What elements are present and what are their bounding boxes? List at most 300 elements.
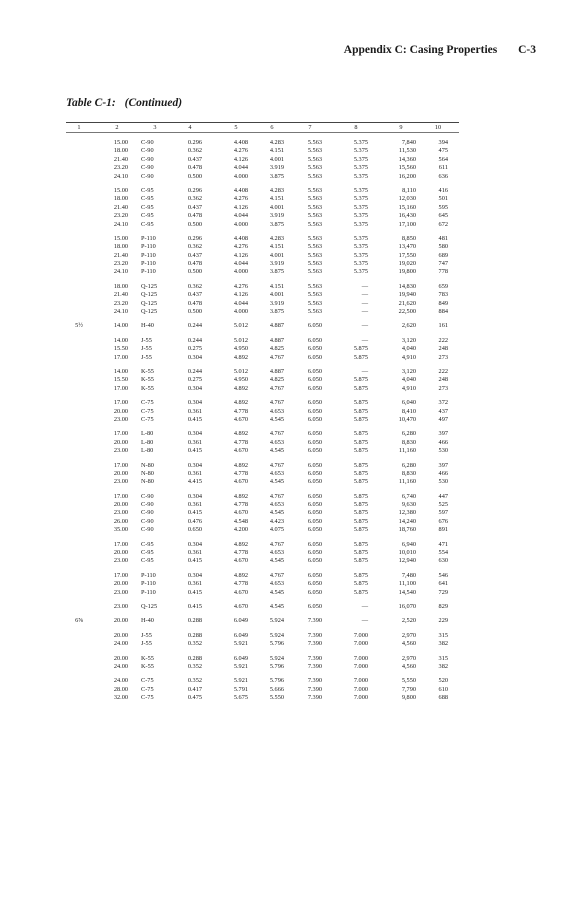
table-cell-col-2: 23.00: [113, 478, 128, 486]
table-cell-col-8: 5.875: [353, 353, 368, 361]
table-cell-col-9: 14,830: [398, 282, 416, 290]
table-cell-col-7: 5.563: [307, 155, 322, 163]
table-cell-col-5: 4.126: [233, 251, 248, 259]
table-cell-col-5: 4.408: [233, 234, 248, 242]
table-cell-col-6: 4.767: [269, 430, 284, 438]
table-cell-col-5: 4.126: [233, 203, 248, 211]
table-row: [66, 212, 459, 220]
table-cell-col-10: 382: [438, 662, 448, 670]
table-cell-col-6: 5.924: [269, 617, 284, 625]
table-cell-col-4: 0.244: [187, 322, 202, 330]
row-group: [66, 617, 459, 625]
table-cell-col-10: 466: [438, 438, 448, 446]
table-row: [66, 187, 459, 195]
table-row: [66, 541, 459, 549]
header-title: Appendix C: Casing Properties: [343, 44, 498, 56]
table-cell-col-2: 20.00: [113, 501, 128, 509]
table-row: [66, 663, 459, 671]
table-cell-col-6: 4.423: [269, 517, 284, 525]
table-cell-col-4: 0.478: [187, 164, 202, 172]
table-cell-col-4: 0.304: [187, 461, 202, 469]
table-cell-col-6: 4.545: [269, 588, 284, 596]
table-cell-col-5: 4.892: [233, 430, 248, 438]
table-cell-col-2: 18.00: [113, 147, 128, 155]
table-cell-col-5: 4.778: [233, 501, 248, 509]
table-row: [66, 147, 459, 155]
table-cell-col-4: 0.296: [187, 139, 202, 146]
table-cell-col-9: 13,470: [398, 243, 416, 251]
table-cell-col-8: 5.875: [353, 415, 368, 423]
table-cell-col-5: 4.126: [233, 291, 248, 299]
table-cell-col-2: 15.50: [113, 345, 128, 353]
table-cell-col-9: 14,240: [398, 517, 416, 525]
table-cell-col-10: 595: [438, 203, 448, 211]
table-cell-col-10: 372: [438, 399, 448, 407]
table-row: [66, 632, 459, 640]
table-cell-col-4: 0.500: [187, 308, 202, 316]
table-cell-col-9: 21,620: [398, 299, 416, 307]
table-cell-col-4: 0.475: [187, 694, 202, 702]
table-cell-col-7: 7.390: [307, 685, 322, 693]
table-row: [66, 354, 459, 362]
table-cell-col-10: 315: [438, 631, 448, 639]
table-cell-col-6: 3.875: [269, 220, 284, 228]
table-cell-col-6: 4.545: [269, 509, 284, 517]
table-cell-col-10: 659: [438, 282, 448, 290]
table-cell-col-4: 0.415: [187, 557, 202, 565]
table-cell-col-7: 6.050: [307, 540, 322, 548]
table-cell-col-9: 2,620: [401, 322, 416, 330]
table-label: Table C-1:: [66, 97, 116, 109]
table-cell-col-2: 23.00: [113, 447, 128, 455]
table-cell-col-7: 7.390: [307, 640, 322, 648]
table-cell-col-2: 17.00: [113, 399, 128, 407]
table-cell-col-6: 4.767: [269, 571, 284, 579]
table-cell-col-9: 10,470: [398, 415, 416, 423]
table-cell-col-6: 4.001: [269, 251, 284, 259]
table-cell-col-4: 0.650: [187, 526, 202, 534]
table-cell-col-2: 23.00: [113, 509, 128, 517]
table-cell-col-3: K-55: [141, 384, 154, 392]
table-cell-col-9: 6,280: [401, 461, 416, 469]
table-cell-col-8: 5.875: [353, 438, 368, 446]
table-cell-col-8: 5.875: [353, 492, 368, 500]
table-row: [66, 416, 459, 424]
table-cell-col-9: 3,120: [401, 367, 416, 375]
table-cell-col-4: 0.296: [187, 234, 202, 242]
table-cell-col-9: 10,010: [398, 549, 416, 557]
table-cell-col-8: 7.000: [353, 640, 368, 648]
table-row: [66, 283, 459, 291]
table-cell-col-5: 4.778: [233, 549, 248, 557]
table-cell-col-7: 6.050: [307, 399, 322, 407]
table-cell-col-6: 3.919: [269, 212, 284, 220]
table-cell-col-3: P-110: [141, 251, 156, 259]
table-cell-col-10: 416: [438, 186, 448, 194]
table-cell-col-10: 636: [438, 172, 448, 180]
table-row: [66, 268, 459, 276]
table-cell-col-8: 5.875: [353, 345, 368, 353]
table-cell-col-5: 4.950: [233, 376, 248, 384]
table-cell-col-9: 9,630: [401, 501, 416, 509]
table-cell-col-8: 5.375: [353, 139, 368, 146]
table-cell-col-6: 3.919: [269, 260, 284, 268]
table-cell-col-2: 24.00: [113, 640, 128, 648]
table-cell-col-8: 5.375: [353, 220, 368, 228]
table-cell-col-7: 5.563: [307, 282, 322, 290]
table-cell-col-2: 17.00: [113, 430, 128, 438]
table-cell-col-8: 5.875: [353, 478, 368, 486]
table-cell-col-7: 5.563: [307, 212, 322, 220]
table-cell-col-8: 7.000: [353, 685, 368, 693]
table-cell-col-4: 0.362: [187, 147, 202, 155]
table-cell-col-4: 0.500: [187, 220, 202, 228]
table-cell-col-3: C-90: [141, 501, 154, 509]
table-cell-col-3: C-75: [141, 407, 154, 415]
table-cell-col-7: 6.050: [307, 336, 322, 344]
table-cell-col-9: 14,540: [398, 588, 416, 596]
table-cell-col-7: 7.390: [307, 677, 322, 685]
table-cell-col-9: 19,800: [398, 268, 416, 276]
table-cell-col-8: —: [361, 322, 368, 330]
table-cell-col-2: 24.10: [113, 308, 128, 316]
table-cell-col-3: N-80: [141, 478, 154, 486]
table-cell-col-3: Q-125: [141, 282, 158, 290]
table-row: [66, 572, 459, 580]
table-cell-col-7: 5.563: [307, 251, 322, 259]
table-cell-col-4: 0.415: [187, 588, 202, 596]
table-cell-col-6: 4.825: [269, 376, 284, 384]
table-cell-col-10: 672: [438, 220, 448, 228]
table-cell-col-9: 4,560: [401, 662, 416, 670]
table-cell-col-7: 6.050: [307, 376, 322, 384]
table-cell-col-2: 26.00: [113, 517, 128, 525]
table-cell-col-7: 5.563: [307, 220, 322, 228]
table-cell-col-3: N-80: [141, 469, 154, 477]
table-cell-col-4: 0.304: [187, 571, 202, 579]
table-cell-col-3: L-80: [141, 438, 154, 446]
table-cell-col-3: Q-125: [141, 291, 158, 299]
table-cell-col-6: 4.001: [269, 203, 284, 211]
table-cell-col-10: 610: [438, 685, 448, 693]
table-cell-col-6: 4.001: [269, 291, 284, 299]
table-cell-col-8: —: [361, 336, 368, 344]
table-cell-col-10: 222: [438, 336, 448, 344]
table-cell-col-3: Q-125: [141, 299, 158, 307]
table-cell-col-5: 4.044: [233, 212, 248, 220]
table-cell-col-7: 7.390: [307, 617, 322, 625]
table-cell-col-4: 0.362: [187, 243, 202, 251]
table-cell-col-7: 6.050: [307, 602, 322, 610]
table-cell-col-6: 4.887: [269, 367, 284, 375]
table-cell-col-4: 0.304: [187, 399, 202, 407]
table-cell-col-3: K-55: [141, 367, 154, 375]
table-cell-col-2: 20.00: [113, 438, 128, 446]
table-row: [66, 589, 459, 597]
table-row: [66, 399, 459, 407]
table-cell-col-7: 5.563: [307, 234, 322, 242]
table-cell-col-4: 0.288: [187, 631, 202, 639]
table-cell-col-4: 0.304: [187, 353, 202, 361]
table-cell-col-2: 35.00: [113, 526, 128, 534]
table-cell-col-4: 0.244: [187, 367, 202, 375]
table-cell-col-2: 14.00: [113, 336, 128, 344]
table-cell-col-3: J-55: [141, 353, 152, 361]
table-cell-col-4: 0.304: [187, 384, 202, 392]
table-cell-col-10: 466: [438, 469, 448, 477]
table-cell-col-3: C-90: [141, 172, 154, 180]
table-cell-col-8: 7.000: [353, 631, 368, 639]
casing-table: [66, 122, 459, 702]
table-cell-col-4: 0.415: [187, 447, 202, 455]
table-body: [66, 139, 459, 702]
table-cell-col-4: 0.352: [187, 677, 202, 685]
table-cell-col-6: 5.796: [269, 677, 284, 685]
table-cell-col-9: 9,800: [401, 694, 416, 702]
table-cell-col-9: 7,840: [401, 139, 416, 146]
table-cell-col-3: Q-125: [141, 308, 158, 316]
table-row: [66, 139, 459, 147]
row-group: [66, 462, 459, 487]
table-cell-col-9: 16,070: [398, 602, 416, 610]
table-cell-col-8: —: [361, 602, 368, 610]
table-cell-col-9: 6,740: [401, 492, 416, 500]
table-row: [66, 173, 459, 181]
table-cell-col-6: 4.653: [269, 580, 284, 588]
table-cell-col-2: 18.00: [113, 282, 128, 290]
table-cell-col-8: 5.875: [353, 447, 368, 455]
table-cell-col-5: 4.892: [233, 540, 248, 548]
table-cell-col-3: K-55: [141, 376, 154, 384]
table-cell-col-6: 5.796: [269, 662, 284, 670]
table-cell-col-3: C-90: [141, 492, 154, 500]
table-cell-col-10: 315: [438, 654, 448, 662]
table-cell-col-4: 0.352: [187, 640, 202, 648]
table-cell-col-9: 22,500: [398, 308, 416, 316]
table-cell-col-9: 18,760: [398, 526, 416, 534]
header-rule: [66, 132, 459, 133]
table-cell-col-5: 4.892: [233, 492, 248, 500]
table-cell-col-7: 6.050: [307, 384, 322, 392]
column-header-8: 8: [354, 124, 358, 131]
table-cell-col-7: 5.563: [307, 164, 322, 172]
table-row: [66, 470, 459, 478]
table-cell-col-4: 0.361: [187, 438, 202, 446]
table-row: [66, 509, 459, 517]
table-cell-col-3: J-55: [141, 336, 152, 344]
table-cell-col-10: 546: [438, 571, 448, 579]
table-cell-col-4: 0.304: [187, 430, 202, 438]
table-cell-col-7: 7.390: [307, 654, 322, 662]
table-cell-col-5: 5.012: [233, 367, 248, 375]
table-cell-col-9: 7,480: [401, 571, 416, 579]
table-cell-col-2: 20.00: [113, 617, 128, 625]
row-group: [66, 677, 459, 702]
table-cell-col-7: 5.563: [307, 186, 322, 194]
table-cell-col-3: P-110: [141, 260, 156, 268]
table-cell-col-10: 273: [438, 384, 448, 392]
table-cell-col-7: 6.050: [307, 549, 322, 557]
table-cell-col-7: 6.050: [307, 526, 322, 534]
table-cell-col-6: 4.825: [269, 345, 284, 353]
table-cell-col-7: 5.563: [307, 203, 322, 211]
table-cell-col-9: 16,430: [398, 212, 416, 220]
table-cell-col-5: 4.548: [233, 517, 248, 525]
table-cell-col-4: 0.478: [187, 212, 202, 220]
table-cell-col-3: C-75: [141, 677, 154, 685]
table-cell-col-3: C-95: [141, 557, 154, 565]
table-row: [66, 291, 459, 299]
table-cell-col-5: 4.044: [233, 164, 248, 172]
table-cell-col-9: 8,830: [401, 469, 416, 477]
table-cell-col-2: 20.00: [113, 654, 128, 662]
table-cell-col-10: 437: [438, 407, 448, 415]
table-cell-col-8: 5.875: [353, 526, 368, 534]
table-cell-col-10: 397: [438, 430, 448, 438]
row-group: [66, 368, 459, 393]
table-cell-col-2: 24.10: [113, 220, 128, 228]
table-cell-col-6: 4.767: [269, 384, 284, 392]
table-row: [66, 447, 459, 455]
table-cell-col-6: 4.767: [269, 540, 284, 548]
table-cell-col-6: 4.151: [269, 147, 284, 155]
table-row: [66, 557, 459, 565]
table-cell-col-7: 6.050: [307, 322, 322, 330]
table-cell-col-6: 3.919: [269, 299, 284, 307]
table-cell-col-8: 5.375: [353, 164, 368, 172]
table-cell-col-7: 6.050: [307, 478, 322, 486]
table-cell-col-5: 4.044: [233, 299, 248, 307]
column-header-4: 4: [188, 124, 192, 131]
table-cell-col-8: 7.000: [353, 694, 368, 702]
table-cell-col-9: 6,280: [401, 430, 416, 438]
table-cell-col-5: 6.049: [233, 617, 248, 625]
table-cell-col-8: —: [361, 367, 368, 375]
table-cell-col-9: 19,940: [398, 291, 416, 299]
table-cell-col-7: 6.050: [307, 430, 322, 438]
table-cell-col-2: 15.50: [113, 376, 128, 384]
table-cell-col-8: 5.375: [353, 260, 368, 268]
table-cell-col-7: 6.050: [307, 557, 322, 565]
table-cell-col-7: 6.050: [307, 501, 322, 509]
table-cell-col-3: C-90: [141, 517, 154, 525]
table-cell-col-5: 4.778: [233, 469, 248, 477]
table-cell-col-9: 2,520: [401, 617, 416, 625]
table-cell-col-4: 0.352: [187, 662, 202, 670]
table-cell-col-8: 5.875: [353, 469, 368, 477]
table-cell-col-8: 5.875: [353, 557, 368, 565]
table-cell-col-10: 630: [438, 557, 448, 565]
table-cell-col-10: 520: [438, 677, 448, 685]
table-cell-col-7: 6.050: [307, 469, 322, 477]
table-cell-col-9: 12,380: [398, 509, 416, 517]
table-row: [66, 243, 459, 251]
table-cell-col-9: 11,100: [398, 580, 416, 588]
table-cell-col-10: 688: [438, 694, 448, 702]
table-cell-col-2: 17.00: [113, 384, 128, 392]
table-cell-col-8: 5.875: [353, 461, 368, 469]
table-cell-col-4: 0.437: [187, 203, 202, 211]
table-cell-col-4: 0.361: [187, 469, 202, 477]
table-cell-col-6: 4.887: [269, 336, 284, 344]
table-cell-col-8: 5.375: [353, 268, 368, 276]
table-cell-col-3: N-80: [141, 461, 154, 469]
table-row: [66, 549, 459, 557]
table-cell-col-2: 21.40: [113, 251, 128, 259]
table-cell-col-8: 7.000: [353, 662, 368, 670]
table-cell-col-6: 4.545: [269, 478, 284, 486]
table-cell-col-10: 471: [438, 540, 448, 548]
table-cell-col-7: 6.050: [307, 345, 322, 353]
table-cell-col-8: 7.000: [353, 677, 368, 685]
table-cell-col-7: 7.390: [307, 662, 322, 670]
table-cell-col-8: 5.875: [353, 384, 368, 392]
column-header-10: 10: [434, 124, 442, 131]
table-cell-col-6: 5.924: [269, 631, 284, 639]
table-cell-col-5: 4.670: [233, 602, 248, 610]
table-row: [66, 368, 459, 376]
table-cell-col-2: 23.00: [113, 557, 128, 565]
table-cell-col-10: 676: [438, 517, 448, 525]
table-cell-col-3: C-90: [141, 155, 154, 163]
table-cell-col-2: 15.00: [113, 234, 128, 242]
table-cell-col-2: 23.00: [113, 415, 128, 423]
table-cell-col-5: 4.670: [233, 447, 248, 455]
table-cell-col-4: 0.362: [187, 282, 202, 290]
size-cell: 5½: [75, 322, 83, 330]
table-cell-col-8: 5.375: [353, 251, 368, 259]
table-cell-col-7: 5.563: [307, 172, 322, 180]
table-cell-col-6: 4.653: [269, 469, 284, 477]
table-cell-col-4: 0.476: [187, 517, 202, 525]
table-row: [66, 376, 459, 384]
table-cell-col-4: 0.361: [187, 580, 202, 588]
table-cell-col-8: 5.375: [353, 172, 368, 180]
table-row: [66, 385, 459, 393]
table-cell-col-6: 4.001: [269, 155, 284, 163]
table-cell-col-10: 481: [438, 234, 448, 242]
table-cell-col-5: 4.892: [233, 384, 248, 392]
table-cell-col-5: 5.921: [233, 677, 248, 685]
table-cell-col-8: 5.875: [353, 399, 368, 407]
table-cell-col-2: 17.00: [113, 571, 128, 579]
table-row: [66, 195, 459, 203]
table-cell-col-2: 23.20: [113, 212, 128, 220]
table-cell-col-10: 222: [438, 367, 448, 375]
table-cell-col-8: 5.375: [353, 195, 368, 203]
table-cell-col-6: 4.545: [269, 557, 284, 565]
table-cell-col-5: 5.791: [233, 685, 248, 693]
table-cell-col-2: 18.00: [113, 195, 128, 203]
table-cell-col-9: 2,970: [401, 631, 416, 639]
table-cell-col-8: —: [361, 617, 368, 625]
table-cell-col-5: 4.000: [233, 220, 248, 228]
table-cell-col-3: P-110: [141, 571, 156, 579]
table-cell-col-7: 5.563: [307, 260, 322, 268]
table-cell-col-10: 783: [438, 291, 448, 299]
row-group: [66, 430, 459, 455]
table-cell-col-2: 21.40: [113, 291, 128, 299]
table-cell-col-9: 8,850: [401, 234, 416, 242]
table-cell-col-4: 0.275: [187, 345, 202, 353]
table-cell-col-5: 5.012: [233, 322, 248, 330]
table-caption: (Continued): [124, 97, 183, 109]
table-row: [66, 580, 459, 588]
table-cell-col-6: 4.075: [269, 526, 284, 534]
table-cell-col-7: 6.050: [307, 461, 322, 469]
table-cell-col-6: 4.653: [269, 501, 284, 509]
table-title: [66, 97, 182, 109]
